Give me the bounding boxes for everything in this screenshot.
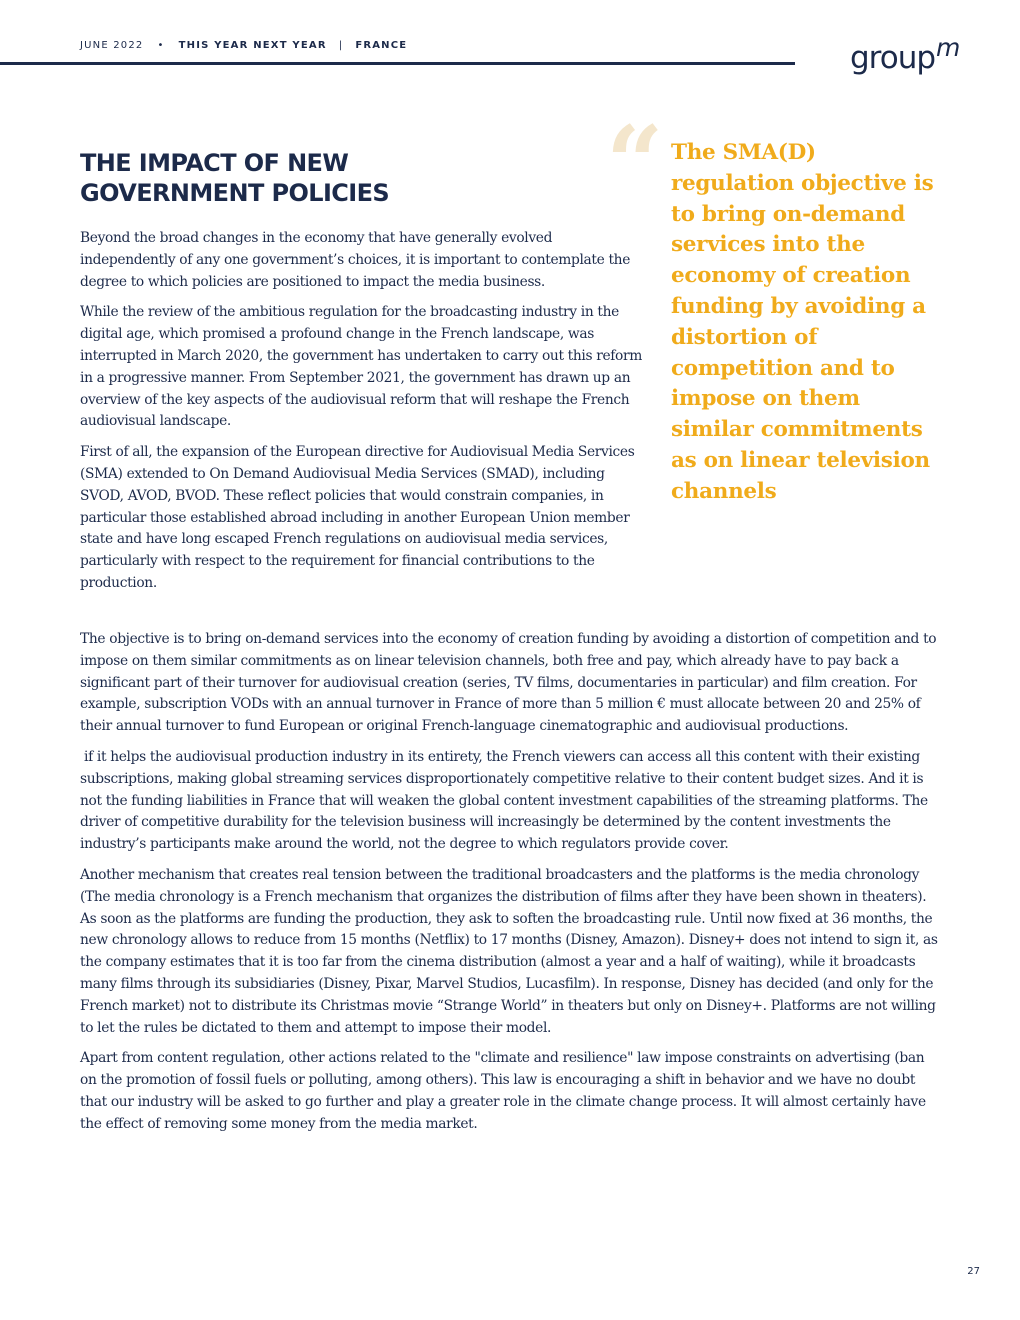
header-country: FRANCE [355, 40, 408, 51]
body-text [80, 629, 942, 1145]
body-paragraph-1: The objective is to bring on-demand services into the economy of creation funding by avoiding a distortion of competition and to impose on them similar commitments as on linear television channels, both free and pay, which already have to pay back a significant part of their turnover for audiovisual creation (series, TV films, documentaries in particular) and film creation. For example, subscription VODs with an annual turnover in France of more than 5 million € must allocate between 20 and 25% of their annual turnover to fund European or original French-language cinematographic and audiovisual productions. [80, 631, 937, 735]
body-paragraph-4: Apart from content regulation, other actions related to the "climate and resilience" law impose constraints on advertising (ban on the promotion of fossil fuels or polluting, among others). This law is encouraging a shift in behavior and we have no doubt that our industry will be asked to go further and play a greater role in the climate change process. It will almost certainly have the effect of removing some money from the media market. [80, 1050, 926, 1132]
logo-superscript: m [936, 33, 960, 62]
page-number: 27 [967, 1266, 980, 1277]
pull-quote: The SMA(D) regulation objective is to bring on-demand services into the economy of creation funding by avoiding a distortion of competition and to impose on them similar commitments as on linear television channels [671, 140, 934, 504]
page-header [80, 40, 800, 54]
logo-text: group [850, 40, 936, 76]
header-separator-dot: • [157, 40, 165, 51]
body-paragraph-2: if it helps the audiovisual production industry in its entirety, the French viewers can access all this content with their existing subscriptions, making global streaming services disproportionately competitive relative to their content budget sizes. And it is not the funding liabilities in France that will weaken the global content investment capabilities of the streaming platforms. The driver of competitive durability for the television business will increasingly be determined by the content investments the industry’s participants make around the world, not the degree to which regulators provide cover. [80, 748, 932, 853]
body-paragraph-3: Another mechanism that creates real tension between the traditional broadcasters and the platforms is the media chronology (The media chronology is a French mechanism that organizes the distribution of films after they have been shown in theaters). As soon as the platforms are funding the production, they ask to soften the broadcasting rule. Until now fixed at 36 months, the new chronology allows to reduce from 15 months (Netflix) to 17 months (Disney, Amazon). Disney+ does not intend to sign it, as the company estimates that it is too far from the cinema distribution (almost a year and a half of waiting), while it broadcasts many films through its subsidiaries (Disney, Pixar, Marvel Studios, Lucasfilm). In response, Disney has decided (and only for the French market) not to distribute its Christmas movie “Strange World” in theaters but only on Disney+. Platforms are not willing to let the rules be dictated to them and attempt to impose their model. [80, 866, 938, 1036]
intro-paragraph-3: First of all, the expansion of the European directive for Audiovisual Media Services (SMA) extended to On Demand Audiovisual Media Services (SMAD), including SVOD, AVOD, BVOD. These reflect policies that would constrain companies, in particular those established abroad including in another European Union member state and have long escaped French regulations on audiovisual media services, particularly with respect to the requirement for financial contributions to the production. [80, 444, 635, 591]
quote-mark-icon: “ [606, 104, 664, 222]
intro-paragraph-1: Beyond the broad changes in the economy that have generally evolved independently of any one government’s choices, it is important to contemplate the degree to which policies are positioned to impact the media business. [80, 230, 631, 290]
header-rule [0, 62, 795, 65]
groupm-logo [850, 33, 974, 80]
section-title: THE IMPACT OF NEW GOVERNMENT POLICIES [80, 149, 390, 207]
intro-paragraph-2: While the review of the ambitious regulation for the broadcasting industry in the digital age, which promised a profound change in the French landscape, was interrupted in March 2020, the government has undertaken to carry out this reform in a progressive manner. From September 2021, the government has drawn up an overview of the key aspects of the audiovisual reform that will reshape the French audiovisual landscape. [80, 304, 642, 430]
intro-column [80, 228, 646, 604]
header-publication: THIS YEAR NEXT YEAR [178, 40, 327, 51]
header-date: JUNE 2022 [80, 40, 144, 51]
header-separator-pipe: | [338, 40, 344, 51]
